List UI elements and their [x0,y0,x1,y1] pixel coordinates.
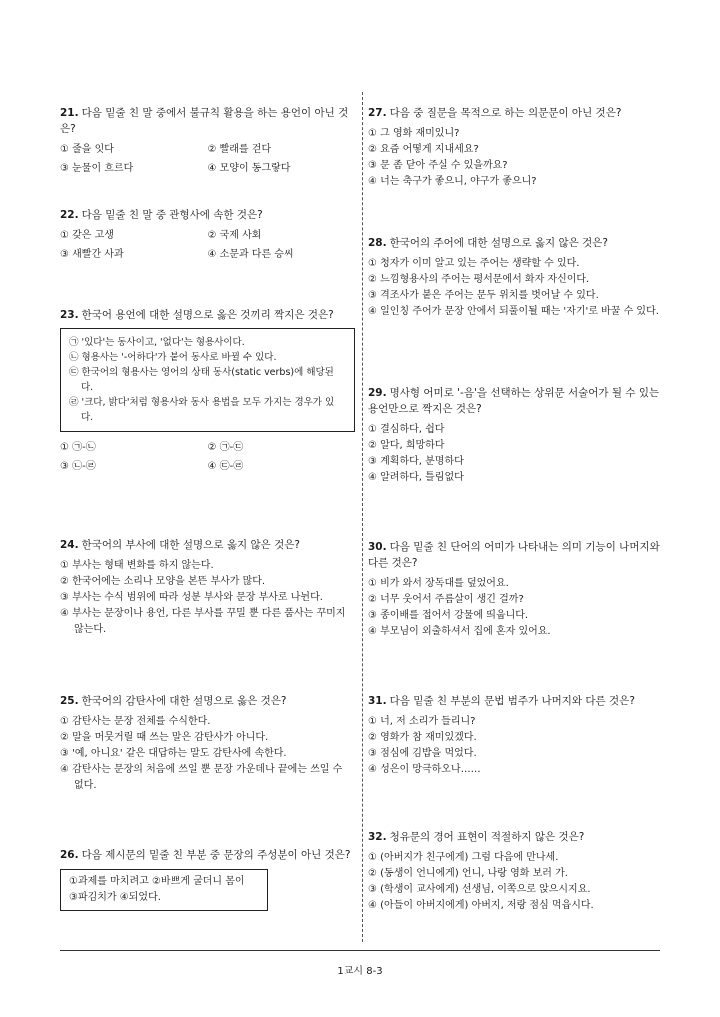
options [368,256,668,320]
question-stem: 다음 중 질문을 목적으로 하는 의문문이 아닌 것은? [389,107,622,119]
option-3[interactable]: ③ 점심에 김밥을 먹었다. [368,748,477,759]
option-1[interactable]: ① (아버지가 친구에게) 그럼 다음에 만나세. [368,852,559,863]
option-1[interactable]: ① 줄을 잇다 [60,144,114,155]
question-stem: 다음 밑줄 친 말 중에서 불규칙 활용을 하는 용언이 아닌 것은? [60,107,349,135]
options [368,422,668,486]
question-stem: 다음 제시문의 밑줄 친 부분 중 문장의 주성분이 아닌 것은? [81,849,351,861]
question-stem: 명사형 어미로 '-음'을 선택하는 상위문 서술어가 될 수 있는 용언만으로 짝지은 것은? [368,387,660,415]
option-3[interactable]: ③ (학생이 교사에게) 선생님, 이쪽으로 앉으시지요. [368,884,591,895]
option-4[interactable]: ④ 알려하다, 틀림없다 [368,472,464,483]
option-1[interactable]: ① 그 영화 재미있니? [368,128,460,139]
question-number: 28. [368,237,387,249]
question-29 [368,385,668,486]
column-divider [362,92,363,942]
option-2[interactable]: ② 말을 머뭇거릴 때 쓰는 말은 감탄사가 아니다. [60,732,269,743]
question-number: 25. [60,695,79,707]
option-1[interactable]: ① 결심하다, 쉽다 [368,424,445,435]
option-4[interactable]: ④ ㉢-㉣ [207,461,244,472]
question-stem: 한국어 용언에 대한 설명으로 옳은 것끼리 짝지은 것은? [81,309,334,321]
question-27 [368,105,668,190]
options [60,714,355,794]
options [60,440,355,474]
question-number: 22. [60,209,79,221]
option-3[interactable]: ③ 눈물이 흐르다 [60,163,134,174]
question-32 [368,829,668,914]
option-2[interactable]: ② (동생이 언니에게) 언니, 나랑 영화 보러 가. [368,868,568,879]
question-21 [60,105,355,176]
option-4[interactable]: ④ (아들이 아버지에게) 아버지, 저랑 점심 먹읍시다. [368,900,594,911]
question-number: 23. [60,309,79,321]
option-1[interactable]: ① 부사는 형태 변화를 하지 않는다. [60,560,214,571]
question-stem: 한국어의 감탄사에 대한 설명으로 옳은 것은? [81,695,287,707]
page-footer: 1교시 8-3 [337,966,383,977]
option-3[interactable]: ③ 계획하다, 분명하다 [368,456,464,467]
question-26 [60,847,355,911]
option-3[interactable]: ③ 종이배를 접어서 강물에 띄웁니다. [368,610,529,621]
statement: ㉠ '있다'는 동사이고, '없다'는 형용사이다. [69,337,245,348]
option-1[interactable]: ① 갖은 고생 [60,230,114,241]
footer-rule [60,950,660,951]
option-1[interactable]: ① 비가 와서 장독대를 덮었어요. [368,578,509,589]
question-stem: 청유문의 경어 표현이 적절하지 않은 것은? [389,831,585,843]
option-4[interactable]: ④ 소문과 다른 승씨 [207,249,294,260]
question-stem: 다음 밑줄 친 말 중 관형사에 속한 것은? [81,209,263,221]
option-2[interactable]: ② 알다, 희망하다 [368,440,445,451]
question-22 [60,207,355,262]
question-number: 29. [368,387,387,399]
passage-line[interactable]: ③파김치가 ④되었다. [69,892,161,903]
option-4[interactable]: ④ 너는 축구가 좋으니, 야구가 좋으니? [368,176,537,187]
option-4[interactable]: ④ 모양이 동그랗다 [207,163,291,174]
option-4[interactable]: ④ 성은이 망극하오나…… [368,764,481,775]
question-number: 24. [60,539,79,551]
question-number: 21. [60,107,79,119]
options [368,126,668,190]
options [368,576,668,640]
passage-line[interactable]: ①과제를 마치려고 ②바쁘게 굴더니 몸이 [69,876,245,887]
option-4[interactable]: ④ 부사는 문장이나 용언, 다른 부사를 꾸밀 뿐 다른 품사는 꾸미지 않는다. [60,608,346,635]
option-3[interactable]: ③ 격조사가 붙은 주어는 문두 위치를 벗어날 수 있다. [368,290,599,301]
option-2[interactable]: ② 빨래를 걷다 [207,144,272,155]
question-number: 31. [368,695,387,707]
question-stem: 다음 밑줄 친 부분의 문법 범주가 나머지와 다른 것은? [389,695,635,707]
statement: ㉡ 형용사는 '-어하다'가 붙어 동사로 바뀔 수 있다. [69,352,277,363]
option-2[interactable]: ② 국제 사회 [207,230,262,241]
option-1[interactable]: ① 청자가 이미 알고 있는 주어는 생략할 수 있다. [368,258,580,269]
option-3[interactable]: ③ 부사는 수식 범위에 따라 성분 부사와 문장 부사로 나뉜다. [60,592,323,603]
option-2[interactable]: ② 느낌형용사의 주어는 평서문에서 화자 자신이다. [368,274,590,285]
option-2[interactable]: ② ㉠-㉢ [207,442,244,453]
option-4[interactable]: ④ 감탄사는 문장의 처음에 쓰일 뿐 문장 가운데나 끝에는 쓰일 수 없다. [60,764,343,791]
question-23 [60,307,355,474]
option-4[interactable]: ④ 일인칭 주어가 문장 안에서 되풀이될 때는 '자기'로 바꿀 수 있다. [368,306,659,317]
option-3[interactable]: ③ '예, 아니요' 같은 대답하는 말도 감탄사에 속한다. [60,748,287,759]
option-1[interactable]: ① 감탄사는 문장 전체를 수식한다. [60,716,211,727]
options [368,714,668,778]
question-stem: 다음 밑줄 친 단어의 어미가 나타내는 의미 기능이 나머지와 다른 것은? [368,541,660,569]
question-number: 30. [368,541,387,553]
option-1[interactable]: ① ㉠-㉡ [60,442,96,453]
option-2[interactable]: ② 요즘 어떻게 지내세요? [368,144,479,155]
options [60,558,355,638]
statement: ㉢ 한국어의 형용사는 영어의 상태 동사(static verbs)에 해당된다. [69,367,334,393]
question-stem: 한국어의 부사에 대한 설명으로 옳지 않은 것은? [81,539,300,551]
question-stem: 한국어의 주어에 대한 설명으로 옳지 않은 것은? [389,237,608,249]
option-4[interactable]: ④ 부모님이 외출하셔서 집에 혼자 있어요. [368,626,551,637]
question-25 [60,693,355,794]
question-28 [368,235,668,320]
option-3[interactable]: ③ 문 좀 닫아 주실 수 있을까요? [368,160,508,171]
question-31 [368,693,668,778]
options [368,850,668,914]
passage-box [60,869,268,911]
options [60,228,355,262]
options [60,142,355,176]
option-1[interactable]: ① 너, 저 소리가 들리니? [368,716,476,727]
option-2[interactable]: ② 한국어에는 소리나 모양을 본뜬 부사가 많다. [60,576,266,587]
question-30 [368,539,668,640]
statement: ㉣ '크다, 밝다'처럼 형용사와 동사 용법을 모두 가지는 경우가 있다. [69,397,335,423]
statement-box [60,328,355,432]
option-2[interactable]: ② 영화가 참 재미있겠다. [368,732,477,743]
option-3[interactable]: ③ 새빨간 사과 [60,249,124,260]
question-24 [60,537,355,638]
question-number: 27. [368,107,387,119]
option-2[interactable]: ② 너무 웃어서 주름살이 생긴 걸까? [368,594,524,605]
question-number: 32. [368,831,387,843]
question-number: 26. [60,849,79,861]
option-3[interactable]: ③ ㉡-㉣ [60,461,96,472]
